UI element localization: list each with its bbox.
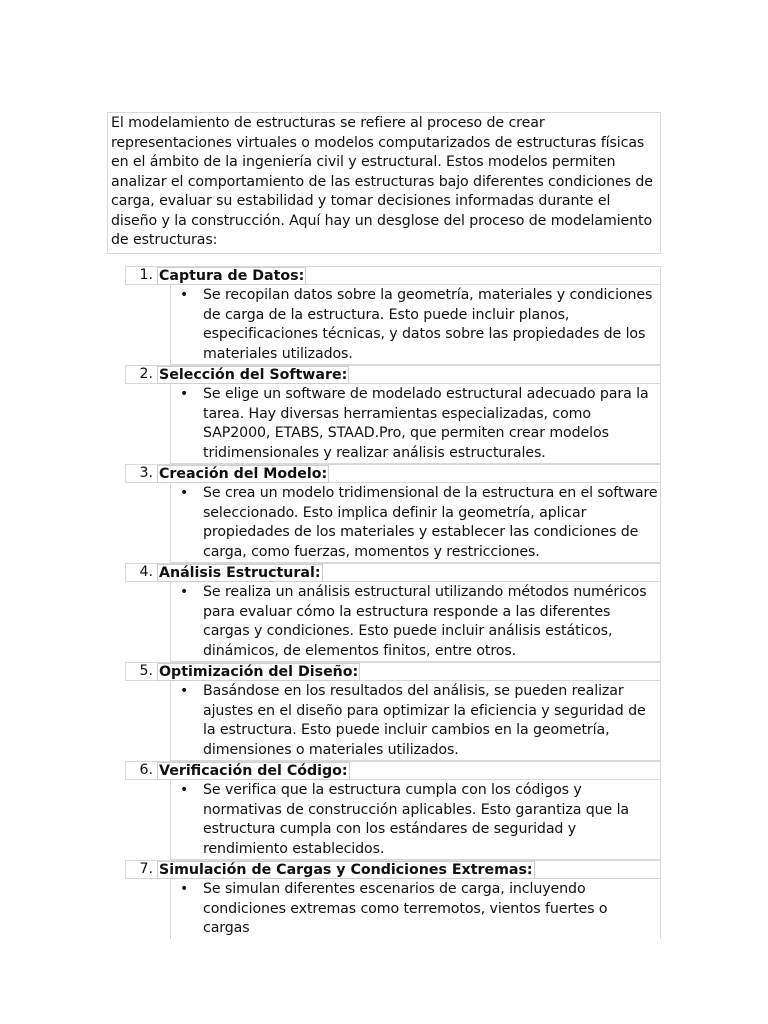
list-item bbox=[125, 464, 661, 563]
list-item-number: 5. bbox=[139, 663, 153, 679]
list-item-number: 4. bbox=[139, 564, 153, 580]
list-item-text: Basándose en los resultados del análisis, se pueden realizar ajustes en el diseño para optimizar la eficiencia y seguridad de la estructura. Esto puede incluir cambios en la geometría, dimensiones o materiales utilizados. bbox=[203, 683, 646, 758]
bullet-icon: • bbox=[180, 386, 189, 402]
list-item-number: 7. bbox=[139, 861, 153, 877]
list-item-text: Se recopilan datos sobre la geometría, materiales y condiciones de carga de la estructura. Esto puede incluir planos, especificaciones técnicas, y datos sobre las propiedades de los materiales utilizados. bbox=[203, 287, 653, 362]
list-item-heading bbox=[125, 563, 661, 582]
list-item-description bbox=[170, 879, 661, 939]
list-item-title: Creación del Modelo: bbox=[159, 465, 328, 482]
list-item bbox=[125, 860, 661, 939]
list-item-heading bbox=[125, 662, 661, 681]
list-item-text: Se realiza un análisis estructural utilizando métodos numéricos para evaluar cómo la estructura responde a las diferentes cargas y condiciones. Esto puede incluir análisis estáticos, dinámicos, de elementos finitos, entre otros. bbox=[203, 584, 647, 659]
list-item-description bbox=[170, 681, 661, 761]
bullet-icon: • bbox=[180, 287, 189, 303]
list-item bbox=[125, 662, 661, 761]
intro-paragraph: El modelamiento de estructuras se refiere al proceso de crear representaciones virtuales o modelos computarizados de estructuras físicas en el ámbito de la ingeniería civil y estructural. Estos modelos permiten analizar el comportamiento de las estructuras bajo diferentes condiciones de carga, evaluar su estabilidad y tomar decisiones informadas durante el diseño y la construcción. Aquí hay un desglose del proceso de modelamiento de estructuras: bbox=[107, 112, 661, 254]
list-item-heading bbox=[125, 365, 661, 384]
list-item-title: Captura de Datos: bbox=[159, 267, 305, 284]
list-item-text: Se simulan diferentes escenarios de carga, incluyendo condiciones extremas como terremotos, vientos fuertes o cargas bbox=[203, 881, 608, 936]
list-item-text: Se crea un modelo tridimensional de la estructura en el software seleccionado. Esto implica definir la geometría, aplicar propiedades de los materiales y establecer las condiciones de carga, como fuerzas, momentos y restricciones. bbox=[203, 485, 658, 560]
bullet-icon: • bbox=[180, 584, 189, 600]
list-item bbox=[125, 563, 661, 662]
list-item-number: 3. bbox=[139, 465, 153, 481]
bullet-icon: • bbox=[180, 683, 189, 699]
list-item-description bbox=[170, 285, 661, 365]
list-item bbox=[125, 365, 661, 464]
list-item-heading bbox=[125, 266, 661, 285]
list-item-heading bbox=[125, 860, 661, 879]
list-item-heading bbox=[125, 761, 661, 780]
list-item-title: Optimización del Diseño: bbox=[159, 663, 359, 680]
process-list bbox=[125, 266, 661, 939]
list-item-number: 1. bbox=[139, 267, 153, 283]
list-item-number: 2. bbox=[139, 366, 153, 382]
list-item-description bbox=[170, 483, 661, 563]
list-item bbox=[125, 266, 661, 365]
bullet-icon: • bbox=[180, 485, 189, 501]
list-item-title: Verificación del Código: bbox=[159, 762, 348, 779]
list-item-description bbox=[170, 384, 661, 464]
bullet-icon: • bbox=[180, 782, 189, 798]
list-item-description bbox=[170, 780, 661, 860]
list-item-title: Selección del Software: bbox=[159, 366, 348, 383]
list-item bbox=[125, 761, 661, 860]
list-item-heading bbox=[125, 464, 661, 483]
list-item-text: Se verifica que la estructura cumpla con los códigos y normativas de construcción aplicables. Esto garantiza que la estructura cumpla con los estándares de seguridad y rendimiento establecidos. bbox=[203, 782, 630, 857]
list-item-number: 6. bbox=[139, 762, 153, 778]
bullet-icon: • bbox=[180, 881, 189, 897]
list-item-title: Simulación de Cargas y Condiciones Extremas: bbox=[159, 861, 533, 878]
list-item-title: Análisis Estructural: bbox=[159, 564, 321, 581]
list-item-description bbox=[170, 582, 661, 662]
list-item-text: Se elige un software de modelado estructural adecuado para la tarea. Hay diversas herramientas especializadas, como SAP2000, ETABS, STAAD.Pro, que permiten crear modelos tridimensionales y realizar análisis estructurales. bbox=[203, 386, 649, 461]
